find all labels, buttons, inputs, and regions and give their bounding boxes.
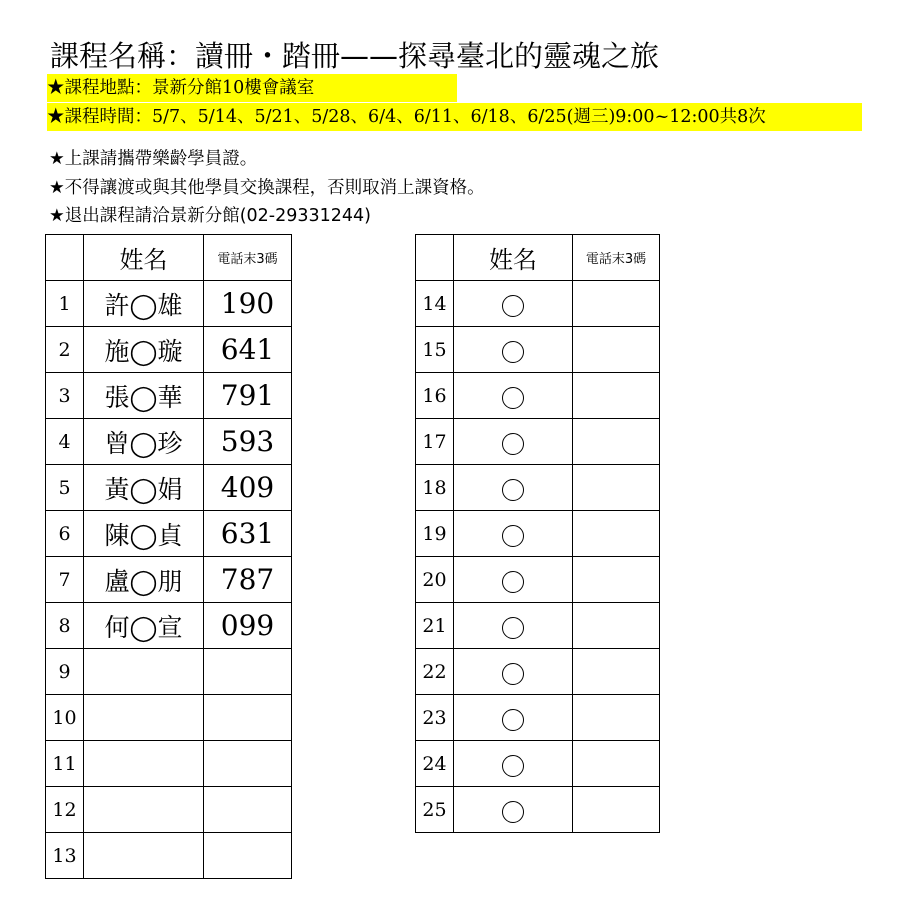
roster-table-left: [45, 234, 292, 879]
table-row: [46, 833, 292, 879]
table-row: [416, 465, 660, 511]
note-withdraw-contact: ★退出課程請洽景新分館(02-29331244): [49, 206, 371, 226]
phone-last3: 409: [204, 465, 292, 511]
table-row: [416, 649, 660, 695]
circle-placeholder-icon: [502, 479, 524, 501]
student-name-placeholder: [454, 787, 573, 833]
phone-last3: [204, 787, 292, 833]
circle-placeholder-icon: [502, 617, 524, 639]
phone-last3: [573, 511, 660, 557]
table-row: [416, 511, 660, 557]
row-number: 5: [46, 465, 84, 511]
row-number: 15: [416, 327, 454, 373]
row-number: 8: [46, 603, 84, 649]
student-name: 陳◯貞: [84, 511, 204, 557]
phone-last3: [573, 465, 660, 511]
row-number: 21: [416, 603, 454, 649]
phone-last3: 641: [204, 327, 292, 373]
table-row: [416, 603, 660, 649]
row-number: 18: [416, 465, 454, 511]
phone-last3: [204, 649, 292, 695]
student-name-placeholder: [454, 557, 573, 603]
student-name: 許◯雄: [84, 281, 204, 327]
table-row: [46, 511, 292, 557]
student-name: [84, 741, 204, 787]
phone-last3: [573, 327, 660, 373]
circle-placeholder-icon: [502, 755, 524, 777]
phone-last3: [204, 741, 292, 787]
table-row: [416, 281, 660, 327]
note-bring-card: ★上課請攜帶樂齡學員證。: [49, 149, 258, 169]
student-name-placeholder: [454, 511, 573, 557]
table-row: [46, 741, 292, 787]
course-location: ★課程地點：景新分館10樓會議室: [47, 74, 457, 102]
header-phone-cell: 電話末3碼: [573, 235, 660, 281]
phone-last3: 631: [204, 511, 292, 557]
header-no-cell: [416, 235, 454, 281]
phone-last3: [573, 419, 660, 465]
phone-last3: [573, 649, 660, 695]
circle-placeholder-icon: [502, 663, 524, 685]
student-name: [84, 787, 204, 833]
page-title: 課程名稱：讀冊・踏冊——探尋臺北的靈魂之旅: [50, 39, 660, 73]
table-row: [46, 373, 292, 419]
student-name: 張◯華: [84, 373, 204, 419]
circle-placeholder-icon: [502, 341, 524, 363]
phone-last3: 099: [204, 603, 292, 649]
table-row: [46, 327, 292, 373]
circle-placeholder-icon: [502, 295, 524, 317]
row-number: 17: [416, 419, 454, 465]
phone-last3: [573, 695, 660, 741]
table-row: [46, 465, 292, 511]
row-number: 16: [416, 373, 454, 419]
row-number: 11: [46, 741, 84, 787]
row-number: 10: [46, 695, 84, 741]
table-row: [46, 603, 292, 649]
phone-last3: [573, 741, 660, 787]
note-no-transfer: ★不得讓渡或與其他學員交換課程，否則取消上課資格。: [49, 178, 485, 198]
circle-placeholder-icon: [502, 709, 524, 731]
roster-table-right: [415, 234, 660, 833]
table-header-row: [46, 235, 292, 281]
table-row: [416, 741, 660, 787]
table-row: [46, 281, 292, 327]
student-name: [84, 649, 204, 695]
student-name: 曾◯珍: [84, 419, 204, 465]
table-row: [416, 327, 660, 373]
row-number: 4: [46, 419, 84, 465]
row-number: 19: [416, 511, 454, 557]
row-number: 24: [416, 741, 454, 787]
row-number: 13: [46, 833, 84, 879]
table-row: [46, 787, 292, 833]
phone-last3: [573, 281, 660, 327]
row-number: 25: [416, 787, 454, 833]
table-row: [416, 695, 660, 741]
row-number: 1: [46, 281, 84, 327]
student-name-placeholder: [454, 695, 573, 741]
student-name-placeholder: [454, 741, 573, 787]
student-name-placeholder: [454, 419, 573, 465]
student-name-placeholder: [454, 649, 573, 695]
table-row: [46, 695, 292, 741]
student-name: 何◯宣: [84, 603, 204, 649]
table-row: [46, 649, 292, 695]
row-number: 6: [46, 511, 84, 557]
course-schedule: ★課程時間：5/7、5/14、5/21、5/28、6/4、6/11、6/18、6/25(週三)9:00~12:00共8次: [47, 103, 862, 131]
phone-last3: [204, 695, 292, 741]
phone-last3: 787: [204, 557, 292, 603]
row-number: 2: [46, 327, 84, 373]
student-name: [84, 695, 204, 741]
table-row: [416, 373, 660, 419]
row-number: 3: [46, 373, 84, 419]
phone-last3: [573, 787, 660, 833]
row-number: 12: [46, 787, 84, 833]
phone-last3: [573, 373, 660, 419]
row-number: 9: [46, 649, 84, 695]
phone-last3: [573, 557, 660, 603]
row-number: 20: [416, 557, 454, 603]
circle-placeholder-icon: [502, 387, 524, 409]
table-row: [46, 419, 292, 465]
phone-last3: 190: [204, 281, 292, 327]
student-name-placeholder: [454, 281, 573, 327]
student-name: 盧◯朋: [84, 557, 204, 603]
header-no-cell: [46, 235, 84, 281]
table-row: [416, 419, 660, 465]
student-name-placeholder: [454, 603, 573, 649]
phone-last3: 593: [204, 419, 292, 465]
row-number: 7: [46, 557, 84, 603]
circle-placeholder-icon: [502, 525, 524, 547]
header-name-cell: 姓名: [84, 235, 204, 281]
circle-placeholder-icon: [502, 801, 524, 823]
row-number: 14: [416, 281, 454, 327]
circle-placeholder-icon: [502, 571, 524, 593]
student-name-placeholder: [454, 465, 573, 511]
header-phone-cell: 電話末3碼: [204, 235, 292, 281]
circle-placeholder-icon: [502, 433, 524, 455]
table-row: [46, 557, 292, 603]
table-row: [416, 787, 660, 833]
row-number: 22: [416, 649, 454, 695]
student-name: 施◯璇: [84, 327, 204, 373]
student-name-placeholder: [454, 327, 573, 373]
phone-last3: [204, 833, 292, 879]
student-name: [84, 833, 204, 879]
header-name-cell: 姓名: [454, 235, 573, 281]
table-row: [416, 557, 660, 603]
student-name: 黃◯娟: [84, 465, 204, 511]
table-header-row: [416, 235, 660, 281]
phone-last3: [573, 603, 660, 649]
student-name-placeholder: [454, 373, 573, 419]
phone-last3: 791: [204, 373, 292, 419]
row-number: 23: [416, 695, 454, 741]
